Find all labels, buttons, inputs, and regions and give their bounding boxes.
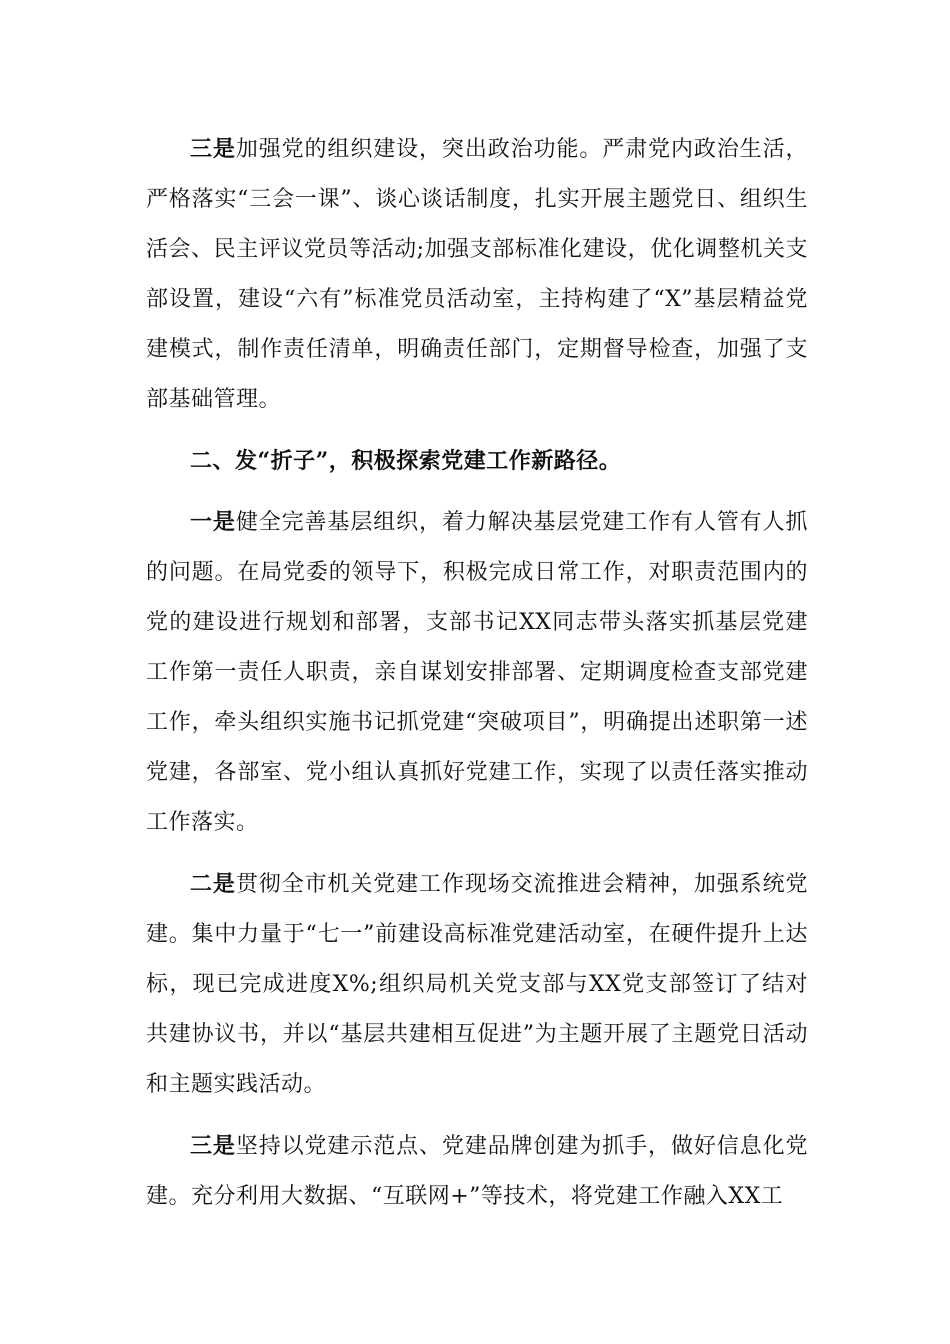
paragraph-grassroots-organization <box>146 497 808 848</box>
section-heading: 二、发“折子”，积极探索党建工作新路径。 <box>190 448 622 474</box>
paragraph-text: 健全完善基层组织，着力解决基层党建工作有人管有人抓的问题。在局党委的领导下，积极完成日常工作，对职责范围内的党的建设进行规划和部署，支部书记XX同志带头落实抓基层党建工作第一责任人职责，亲自谋划安排部署、定期调度检查支部党建工作，牵头组织实施书记抓党建“突破项目”，明确提出述职第一述党建，各部室、党小组认真抓好党建工作，实现了以责任落实推动工作落实。 <box>146 510 808 835</box>
paragraph-lead: 二是 <box>190 871 236 897</box>
document-body <box>146 124 808 1222</box>
paragraph-lead: 三是 <box>190 136 236 162</box>
paragraph-text: 坚持以党建示范点、党建品牌创建为抓手，做好信息化党建。充分利用大数据、“互联网+”等技术，将党建工作融入XX工 <box>146 1134 808 1209</box>
paragraph-system-party-building <box>146 859 808 1110</box>
paragraph-text: 加强党的组织建设，突出政治功能。严肃党内政治生活，严格落实“三会一课”、谈心谈话制度，扎实开展主题党日、组织生活会、民主评议党员等活动;加强支部标准化建设，优化调整机关支部设置，建设“六有”标准党员活动室，主持构建了“X”基层精益党建模式，制作责任清单，明确责任部门，定期督导检查，加强了支部基础管理。 <box>146 137 808 412</box>
paragraph-organization-building <box>146 124 808 425</box>
paragraph-informatization <box>146 1121 808 1222</box>
paragraph-lead: 一是 <box>190 509 236 535</box>
paragraph-lead: 三是 <box>190 1133 236 1159</box>
paragraph-text: 贯彻全市机关党建工作现场交流推进会精神，加强系统党建。集中力量于“七一”前建设高标准党建活动室，在硬件提升上达标，现已完成进度X%;组织局机关党支部与XX党支部签订了结对共建协议书，并以“基层共建相互促进”为主题开展了主题党日活动和主题实践活动。 <box>146 872 808 1097</box>
